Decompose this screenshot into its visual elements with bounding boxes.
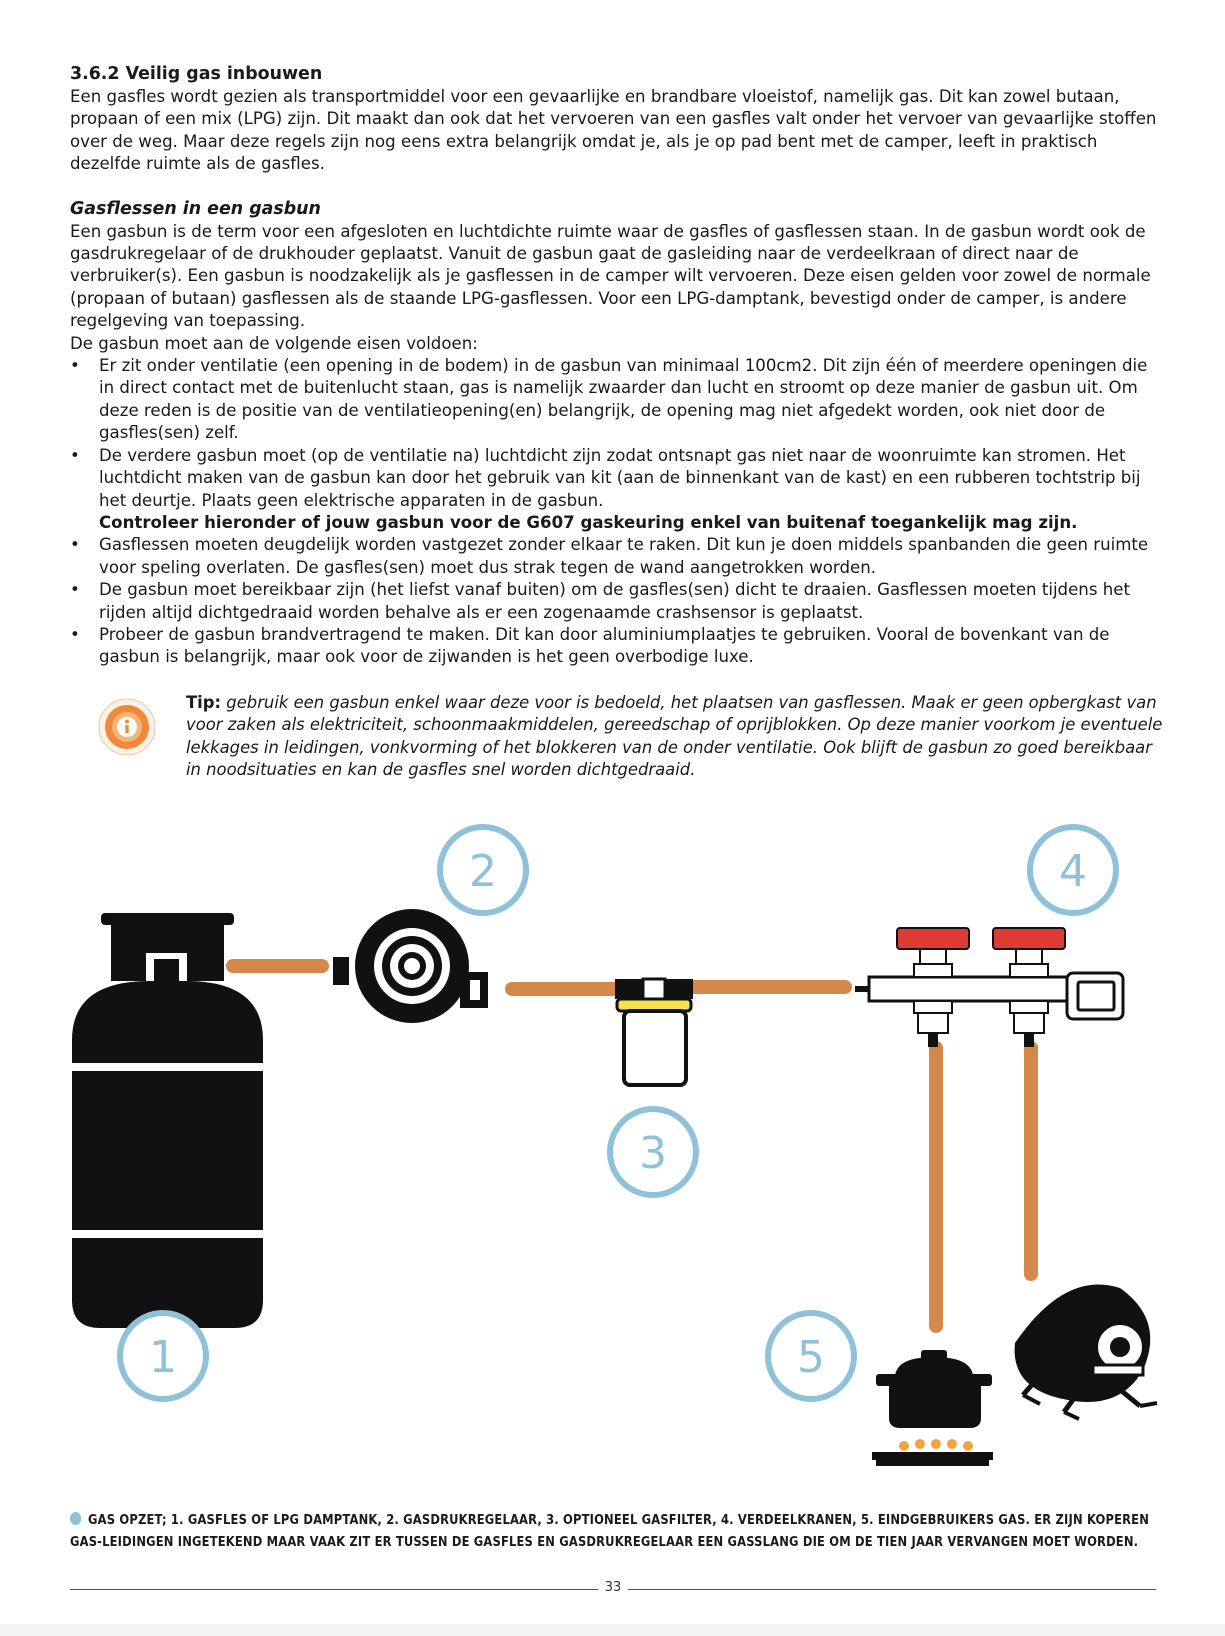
subheading: Gasflessen in een gasbun [70, 198, 321, 219]
tip-box [98, 692, 1168, 792]
marker-4: 4 [1059, 846, 1087, 897]
bold-note: Controleer hieronder of jouw gasbun voor de G607 gaskeuring enkel van buitenaf toegankelijk mag zijn. [99, 512, 1078, 532]
list-item: • Er zit onder ventilatie (een opening in de bodem) in de gasbun van minimaal 100cm2. Dit zijn één of meerdere openingen die in direct contact met de buitenlucht staan, gas is namelijk zwaarder dan lucht en stroomt op deze manier de gasbun uit. Om deze reden is de positie van de ventilatieopening(en) belangrijk, de opening mag niet afgedekt worden, ook niet door de gasfles(sen) zelf. [70, 355, 1160, 445]
tip-label: Tip: [186, 693, 222, 712]
subsection-body: Een gasbun is de term voor een afgesloten en luchtdichte ruimte waar de gasfles of gasflessen staan. In de gasbun wordt ook de gasdrukregelaar of de drukhouder geplaatst. Vanuit de gasbun gaat de gasleiding naar de verdeelkraan of direct naar de verbruiker(s). Een gasbun is noodzakelijk als je gasflessen in de camper wilt vervoeren. Deze eisen gelden voor zowel de normale (propaan of butaan) gasflessen als de staande LPG-gasflessen. Voor een LPG-damptank, bevestigd onder de camper, is andere regelgeving van toepassing. [70, 221, 1151, 331]
marker-2: 2 [469, 846, 497, 897]
bottom-band [0, 1624, 1225, 1636]
tip-text [186, 692, 1166, 782]
distribution-valves-icon [855, 928, 1123, 1047]
list-item: • De gasbun moet bereikbaar zijn (het liefst vanaf buiten) om de gasfles(sen) dicht te draaien. Gasflessen moeten tijdens het rijden altijd dichtgedraaid worden behalve als er een zogenaamde crashsensor is geplaatst. [70, 579, 1160, 624]
gas-setup-diagram [0, 800, 1225, 1500]
marker-5: 5 [797, 1332, 825, 1383]
gas-filter-icon [615, 979, 693, 1085]
info-badge-icon [98, 698, 156, 756]
tip-body: gebruik een gasbun enkel waar deze voor is bedoeld, het plaatsen van gasflessen. Maak er geen opbergkast van voor zaken als elektriciteit, schoonmaakmiddelen, gereedschap of oprijblokken. Op deze manier voorkom je eventuele lekkages in leidingen, vonkvorming of het blokkeren van de onder ventilatie. Ook blijft de gasbun zo goed bereikbaar in noodsituaties en kan de gasfles snel worden dichtgedraaid. [186, 693, 1163, 780]
page-number: 33 [604, 1580, 622, 1595]
requirements-list-continued [70, 534, 1160, 668]
figure-caption [70, 1510, 1160, 1554]
cooking-pot-icon [872, 1350, 993, 1466]
heater-icon [1015, 1284, 1157, 1419]
footer-rule-right [628, 1589, 1156, 1590]
section-title: 3.6.2 Veilig gas inbouwen [70, 64, 323, 84]
requirements-list [70, 355, 1160, 512]
list-item: • Probeer de gasbun brandvertragend te maken. Dit kan door aluminiumplaatjes te gebruiken. Vooral de bovenkant van de gasbun is belangrijk, maar ook voor de zijwanden is het geen overbodige luxe. [70, 624, 1160, 669]
gas-cylinder-icon [72, 913, 263, 1328]
marker-1: 1 [149, 1332, 177, 1383]
caption-text: GAS OPZET; 1. GASFLES OF LPG DAMPTANK, 2. GASDRUKREGELAAR, 3. OPTIONEEL GASFILTER, 4. VERDEELKRANEN, 5. EINDGEBRUIKERS GAS. ER ZIJN KOPEREN GAS-LEIDINGEN INGETEKEND MAAR VAAK ZIT ER TUSSEN DE GASFLES EN GASDRUKREGELAAR EEN GASSLANG DIE OM DE TIEN JAAR VERVANGEN MOET WORDEN. [70, 1513, 1150, 1550]
footer-rule-left [70, 1589, 598, 1590]
caption-bullet-icon [70, 1512, 81, 1525]
list-item: • Gasflessen moeten deugdelijk worden vastgezet zonder elkaar te raken. Dit kun je doen middels spanbanden die geen ruimte voor speling overlaten. De gasfles(sen) moet dus strak tegen de wand aangetrokken worden. [70, 534, 1160, 579]
diagram-markers [120, 827, 1116, 1399]
list-item: • De verdere gasbun moet (op de ventilatie na) luchtdicht zijn zodat ontsnapt gas niet naar de woonruimte kan stromen. Het luchtdicht maken van de gasbun kan door het gebruik van kit (aan de binnenkant van de kast) en een rubberen tochtstrip bij het deurtje. Plaats geen elektrische apparaten in de gasbun. [70, 445, 1160, 512]
list-intro: De gasbun moet aan de volgende eisen voldoen: [70, 333, 478, 353]
main-text [70, 62, 1160, 669]
marker-3: 3 [639, 1128, 667, 1179]
pressure-regulator-icon [333, 909, 488, 1023]
intro-paragraph: Een gasfles wordt gezien als transportmiddel voor een gevaarlijke en brandbare vloeistof, namelijk gas. Dit kan zowel butaan, propaan of een mix (LPG) zijn. Dit maakt dan ook dat het vervoeren van een gasfles valt onder het vervoer van gevaarlijke stoffen over de weg. Maar deze regels zijn nog eens extra belangrijk omdat je, als je op pad bent met de camper, leeft in praktisch dezelfde ruimte als de gasfles. [70, 87, 1157, 174]
